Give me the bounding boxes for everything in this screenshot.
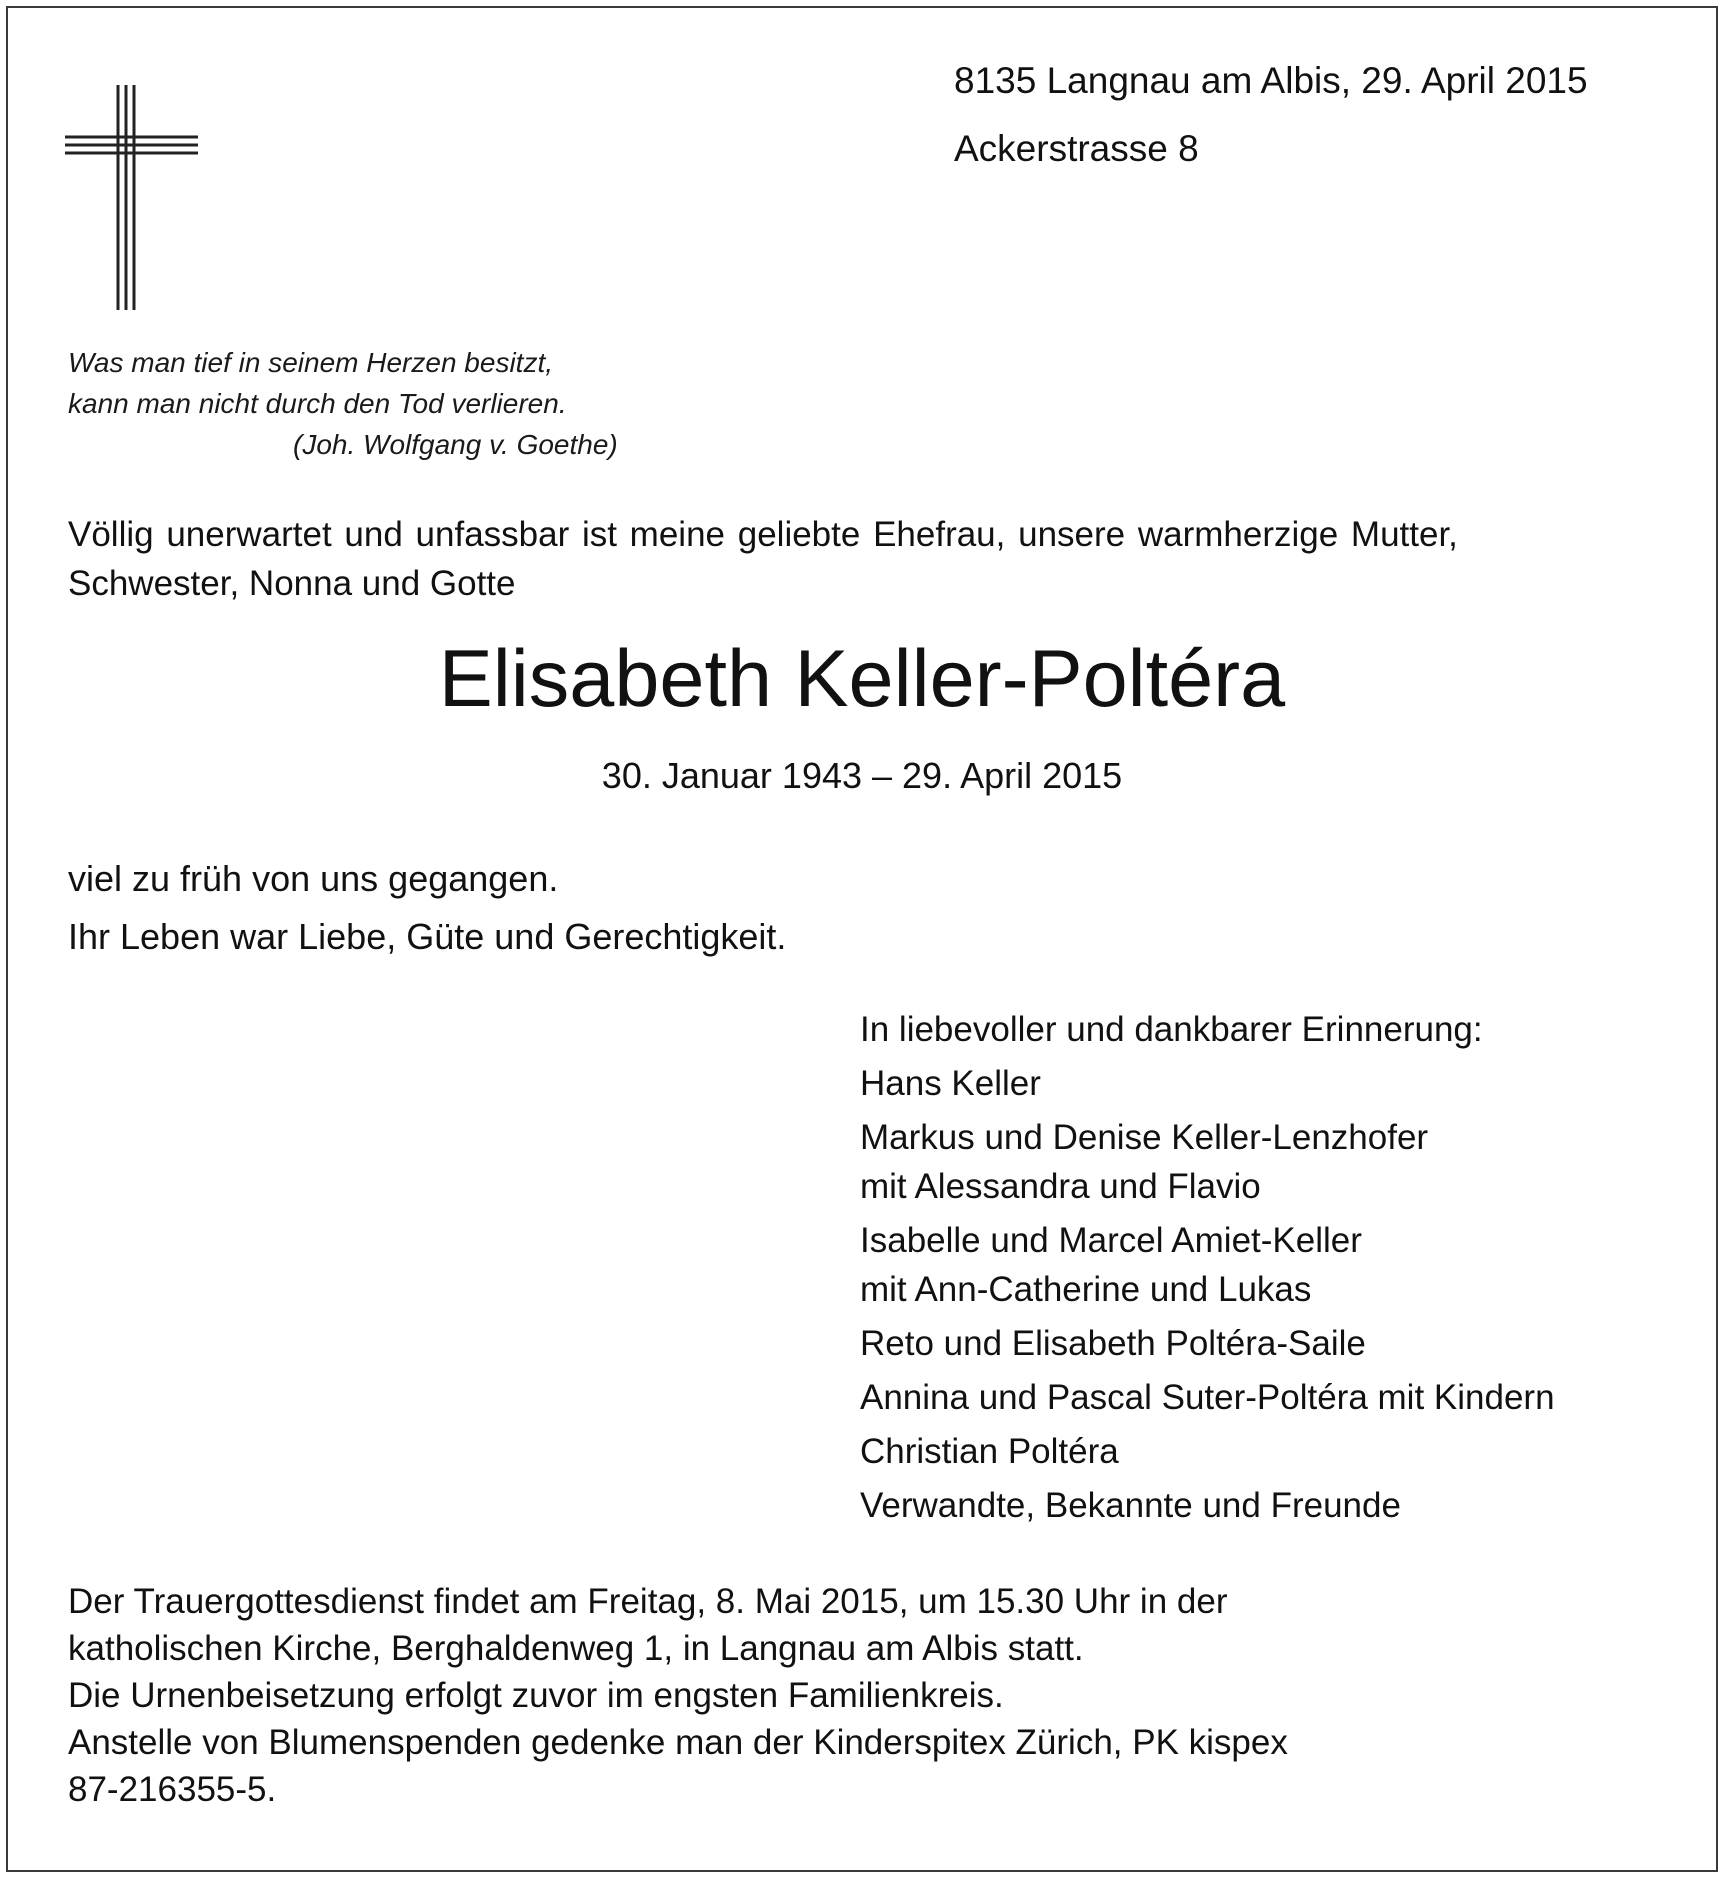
intro-line: Völlig unerwartet und unfassbar ist meine geliebte Ehefrau, unsere warmherzige Mutter, (68, 515, 1458, 554)
service-info (68, 1578, 1288, 1813)
mourner-name: Markus und Denise Keller-Lenzhofer (860, 1118, 1429, 1157)
mourners-list (860, 1005, 1555, 1530)
closing-line: Ihr Leben war Liebe, Güte und Gerechtigkeit. (68, 916, 787, 957)
service-line: Anstelle von Blumenspenden gedenke man der Kinderspitex Zürich, PK kispex (68, 1723, 1288, 1762)
intro-line: Schwester, Nonna und Gotte (68, 564, 516, 603)
mourner-entry (860, 1481, 1555, 1530)
deceased-name: Elisabeth Keller-Poltéra (438, 634, 1286, 724)
life-dates: 30. Januar 1943 – 29. April 2015 (601, 755, 1123, 796)
mourner-name: Annina und Pascal Suter-Poltéra mit Kindern (860, 1378, 1555, 1417)
quote-author: (Joh. Wolfgang v. Goethe) (293, 429, 618, 460)
service-line: Die Urnenbeisetzung erfolgt zuvor im engsten Familienkreis. (68, 1676, 1004, 1715)
closing-text (68, 850, 786, 966)
mourner-name: Hans Keller (860, 1064, 1041, 1103)
quote-line: Was man tief in seinem Herzen besitzt, (68, 347, 554, 378)
cross-icon (65, 85, 198, 310)
mourner-entry (860, 1059, 1555, 1108)
service-line: 87-216355-5. (68, 1770, 277, 1809)
street-address: Ackerstrasse 8 (954, 128, 1199, 169)
mourner-name: Christian Poltéra (860, 1432, 1119, 1471)
mourner-name: Isabelle und Marcel Amiet-Keller (860, 1221, 1362, 1260)
goethe-quote (68, 342, 618, 465)
closing-line: viel zu früh von uns gegangen. (68, 858, 559, 899)
place-date: 8135 Langnau am Albis, 29. April 2015 (954, 60, 1588, 101)
mourner-entry (860, 1427, 1555, 1476)
service-line: katholischen Kirche, Berghaldenweg 1, in Langnau am Albis statt. (68, 1629, 1084, 1668)
mourner-name: Verwandte, Bekannte und Freunde (860, 1486, 1401, 1525)
quote-line: kann man nicht durch den Tod verlieren. (68, 388, 567, 419)
intro-text (68, 510, 1668, 608)
mourner-name: Reto und Elisabeth Poltéra-Saile (860, 1324, 1366, 1363)
service-line: Der Trauergottesdienst findet am Freitag, 8. Mai 2015, um 15.30 Uhr in der (68, 1582, 1228, 1621)
mourners-heading: In liebevoller und dankbarer Erinnerung: (860, 1010, 1483, 1049)
mourner-entry (860, 1216, 1555, 1314)
mourner-children: mit Alessandra und Flavio (860, 1167, 1261, 1206)
mourner-entry (860, 1319, 1555, 1368)
mourner-entry (860, 1373, 1555, 1422)
mourner-entry (860, 1113, 1555, 1211)
mourner-children: mit Ann-Catherine und Lukas (860, 1270, 1312, 1309)
